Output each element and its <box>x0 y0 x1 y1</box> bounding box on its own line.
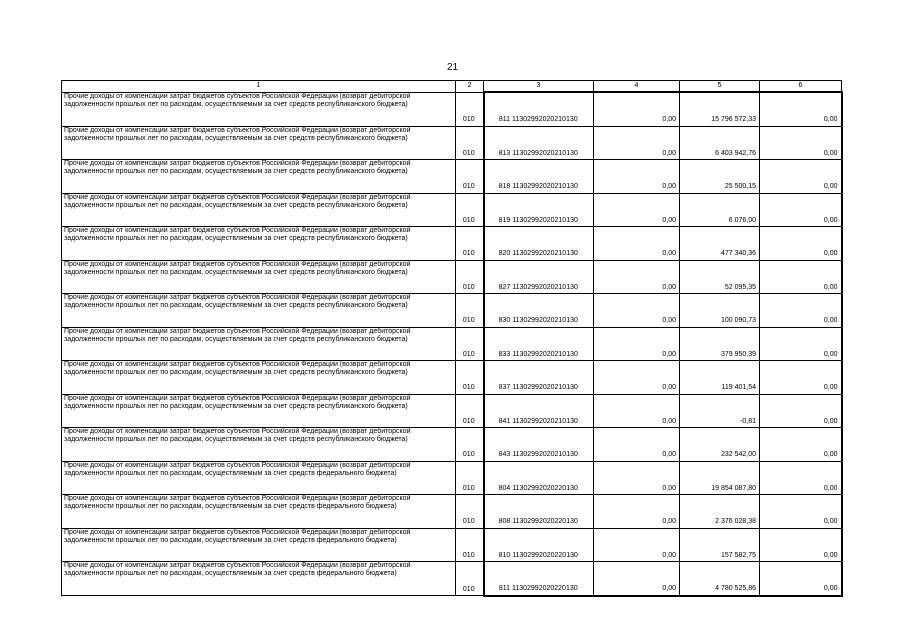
row-value-col5-cell: 6 403 942,76 <box>680 126 760 160</box>
table-row <box>62 461 842 495</box>
table-row <box>62 260 842 294</box>
row-budget-code-cell: 811 11302992020220130 <box>484 562 594 596</box>
row-name-cell: Прочие доходы от компенсации затрат бюджетов субъектов Российской Федерации (возврат дебиторской задолженности прошлых лет по расходам, осуществляемым за счет средств республиканского бюджета) <box>62 160 456 194</box>
row-value-col4-cell: 0,00 <box>594 461 680 495</box>
table-row <box>62 361 842 395</box>
row-budget-code-cell: 819 11302992020210130 <box>484 193 594 227</box>
row-name-cell: Прочие доходы от компенсации затрат бюджетов субъектов Российской Федерации (возврат дебиторской задолженности прошлых лет по расходам, осуществляемым за счет средств республиканского бюджета) <box>62 227 456 261</box>
row-value-col5-cell: 477 340,36 <box>680 227 760 261</box>
row-value-col4-cell: 0,00 <box>594 260 680 294</box>
row-name-cell: Прочие доходы от компенсации затрат бюджетов субъектов Российской Федерации (возврат дебиторской задолженности прошлых лет по расходам, осуществляемым за счет средств республиканского бюджета) <box>62 92 456 126</box>
row-budget-code-cell: 808 11302992020220130 <box>484 495 594 529</box>
row-value-col6-cell: 0,00 <box>760 160 842 194</box>
row-line-code-cell: 010 <box>456 126 484 160</box>
column-header-2: 2 <box>456 81 484 93</box>
row-value-col6-cell: 0,00 <box>760 126 842 160</box>
row-value-col4-cell: 0,00 <box>594 394 680 428</box>
row-line-code-cell: 010 <box>456 92 484 126</box>
row-line-code-cell: 010 <box>456 394 484 428</box>
row-value-col5-cell: 15 796 572,33 <box>680 92 760 126</box>
row-budget-code-cell: 830 11302992020210130 <box>484 294 594 328</box>
table-row <box>62 193 842 227</box>
row-value-col6-cell: 0,00 <box>760 361 842 395</box>
row-line-code-cell: 010 <box>456 428 484 462</box>
row-budget-code-cell: 810 11302992020220130 <box>484 528 594 562</box>
row-line-code-cell: 010 <box>456 495 484 529</box>
row-line-code-cell: 010 <box>456 327 484 361</box>
row-value-col4-cell: 0,00 <box>594 528 680 562</box>
row-value-col4-cell: 0,00 <box>594 126 680 160</box>
row-value-col5-cell: 232 542,00 <box>680 428 760 462</box>
row-value-col6-cell: 0,00 <box>760 92 842 126</box>
row-name-cell: Прочие доходы от компенсации затрат бюджетов субъектов Российской Федерации (возврат дебиторской задолженности прошлых лет по расходам, осуществляемым за счет средств республиканского бюджета) <box>62 294 456 328</box>
column-header-5: 5 <box>680 81 760 93</box>
row-value-col5-cell: 2 376 028,38 <box>680 495 760 529</box>
row-value-col6-cell: 0,00 <box>760 193 842 227</box>
table-row <box>62 294 842 328</box>
row-value-col5-cell: 19 854 087,80 <box>680 461 760 495</box>
row-budget-code-cell: 811 11302992020210130 <box>484 92 594 126</box>
row-line-code-cell: 010 <box>456 294 484 328</box>
row-value-col5-cell: 4 780 525,86 <box>680 562 760 596</box>
table-header-row <box>62 81 842 93</box>
row-value-col4-cell: 0,00 <box>594 294 680 328</box>
table-row <box>62 562 842 596</box>
row-budget-code-cell: 843 11302992020210130 <box>484 428 594 462</box>
table-row <box>62 92 842 126</box>
row-value-col4-cell: 0,00 <box>594 193 680 227</box>
row-value-col5-cell: 25 500,15 <box>680 160 760 194</box>
row-value-col6-cell: 0,00 <box>760 260 842 294</box>
column-header-1: 1 <box>62 81 456 93</box>
row-value-col5-cell: 100 090,73 <box>680 294 760 328</box>
table-row <box>62 126 842 160</box>
page-number: 21 <box>446 62 459 73</box>
row-name-cell: Прочие доходы от компенсации затрат бюджетов субъектов Российской Федерации (возврат дебиторской задолженности прошлых лет по расходам, осуществляемым за счет средств федерального бюджета) <box>62 562 456 596</box>
column-header-4: 4 <box>594 81 680 93</box>
row-name-cell: Прочие доходы от компенсации затрат бюджетов субъектов Российской Федерации (возврат дебиторской задолженности прошлых лет по расходам, осуществляемым за счет средств республиканского бюджета) <box>62 193 456 227</box>
table-body <box>62 92 842 596</box>
row-name-cell: Прочие доходы от компенсации затрат бюджетов субъектов Российской Федерации (возврат дебиторской задолженности прошлых лет по расходам, осуществляемым за счет средств республиканского бюджета) <box>62 394 456 428</box>
row-value-col4-cell: 0,00 <box>594 562 680 596</box>
row-value-col4-cell: 0,00 <box>594 327 680 361</box>
row-budget-code-cell: 837 11302992020210130 <box>484 361 594 395</box>
table-row <box>62 327 842 361</box>
row-value-col4-cell: 0,00 <box>594 92 680 126</box>
row-budget-code-cell: 827 11302992020210130 <box>484 260 594 294</box>
column-header-6: 6 <box>760 81 842 93</box>
row-name-cell: Прочие доходы от компенсации затрат бюджетов субъектов Российской Федерации (возврат дебиторской задолженности прошлых лет по расходам, осуществляемым за счет средств республиканского бюджета) <box>62 126 456 160</box>
row-value-col4-cell: 0,00 <box>594 361 680 395</box>
table-row <box>62 160 842 194</box>
row-value-col5-cell: 119 401,54 <box>680 361 760 395</box>
row-value-col6-cell: 0,00 <box>760 227 842 261</box>
report-table <box>61 80 843 597</box>
row-line-code-cell: 010 <box>456 562 484 596</box>
row-value-col6-cell: 0,00 <box>760 562 842 596</box>
row-budget-code-cell: 833 11302992020210130 <box>484 327 594 361</box>
table-row <box>62 495 842 529</box>
row-line-code-cell: 010 <box>456 361 484 395</box>
row-name-cell: Прочие доходы от компенсации затрат бюджетов субъектов Российской Федерации (возврат дебиторской задолженности прошлых лет по расходам, осуществляемым за счет средств федерального бюджета) <box>62 461 456 495</box>
row-name-cell: Прочие доходы от компенсации затрат бюджетов субъектов Российской Федерации (возврат дебиторской задолженности прошлых лет по расходам, осуществляемым за счет средств республиканского бюджета) <box>62 327 456 361</box>
row-budget-code-cell: 804 11302992020220130 <box>484 461 594 495</box>
row-value-col5-cell: 6 076,00 <box>680 193 760 227</box>
row-budget-code-cell: 841 11302992020210130 <box>484 394 594 428</box>
row-value-col4-cell: 0,00 <box>594 227 680 261</box>
row-name-cell: Прочие доходы от компенсации затрат бюджетов субъектов Российской Федерации (возврат дебиторской задолженности прошлых лет по расходам, осуществляемым за счет средств федерального бюджета) <box>62 495 456 529</box>
row-line-code-cell: 010 <box>456 193 484 227</box>
row-line-code-cell: 010 <box>456 160 484 194</box>
row-value-col6-cell: 0,00 <box>760 528 842 562</box>
row-value-col5-cell: 52 095,35 <box>680 260 760 294</box>
row-budget-code-cell: 820 11302992020210130 <box>484 227 594 261</box>
row-name-cell: Прочие доходы от компенсации затрат бюджетов субъектов Российской Федерации (возврат дебиторской задолженности прошлых лет по расходам, осуществляемым за счет средств республиканского бюджета) <box>62 361 456 395</box>
row-value-col6-cell: 0,00 <box>760 428 842 462</box>
table-row <box>62 528 842 562</box>
row-line-code-cell: 010 <box>456 260 484 294</box>
row-budget-code-cell: 818 11302992020210130 <box>484 160 594 194</box>
row-value-col6-cell: 0,00 <box>760 394 842 428</box>
row-value-col6-cell: 0,00 <box>760 495 842 529</box>
table-row <box>62 394 842 428</box>
row-value-col4-cell: 0,00 <box>594 428 680 462</box>
row-value-col5-cell: 379 950,39 <box>680 327 760 361</box>
row-name-cell: Прочие доходы от компенсации затрат бюджетов субъектов Российской Федерации (возврат дебиторской задолженности прошлых лет по расходам, осуществляемым за счет средств республиканского бюджета) <box>62 428 456 462</box>
row-value-col6-cell: 0,00 <box>760 294 842 328</box>
row-line-code-cell: 010 <box>456 227 484 261</box>
row-line-code-cell: 010 <box>456 528 484 562</box>
column-header-3: 3 <box>484 81 594 93</box>
table-row <box>62 428 842 462</box>
row-value-col5-cell: -0,81 <box>680 394 760 428</box>
table-row <box>62 227 842 261</box>
row-line-code-cell: 010 <box>456 461 484 495</box>
row-name-cell: Прочие доходы от компенсации затрат бюджетов субъектов Российской Федерации (возврат дебиторской задолженности прошлых лет по расходам, осуществляемым за счет средств республиканского бюджета) <box>62 260 456 294</box>
row-budget-code-cell: 813 11302992020210130 <box>484 126 594 160</box>
row-value-col4-cell: 0,00 <box>594 160 680 194</box>
row-value-col4-cell: 0,00 <box>594 495 680 529</box>
row-value-col6-cell: 0,00 <box>760 461 842 495</box>
row-name-cell: Прочие доходы от компенсации затрат бюджетов субъектов Российской Федерации (возврат дебиторской задолженности прошлых лет по расходам, осуществляемым за счет средств федерального бюджета) <box>62 528 456 562</box>
row-value-col5-cell: 157 582,75 <box>680 528 760 562</box>
row-value-col6-cell: 0,00 <box>760 327 842 361</box>
